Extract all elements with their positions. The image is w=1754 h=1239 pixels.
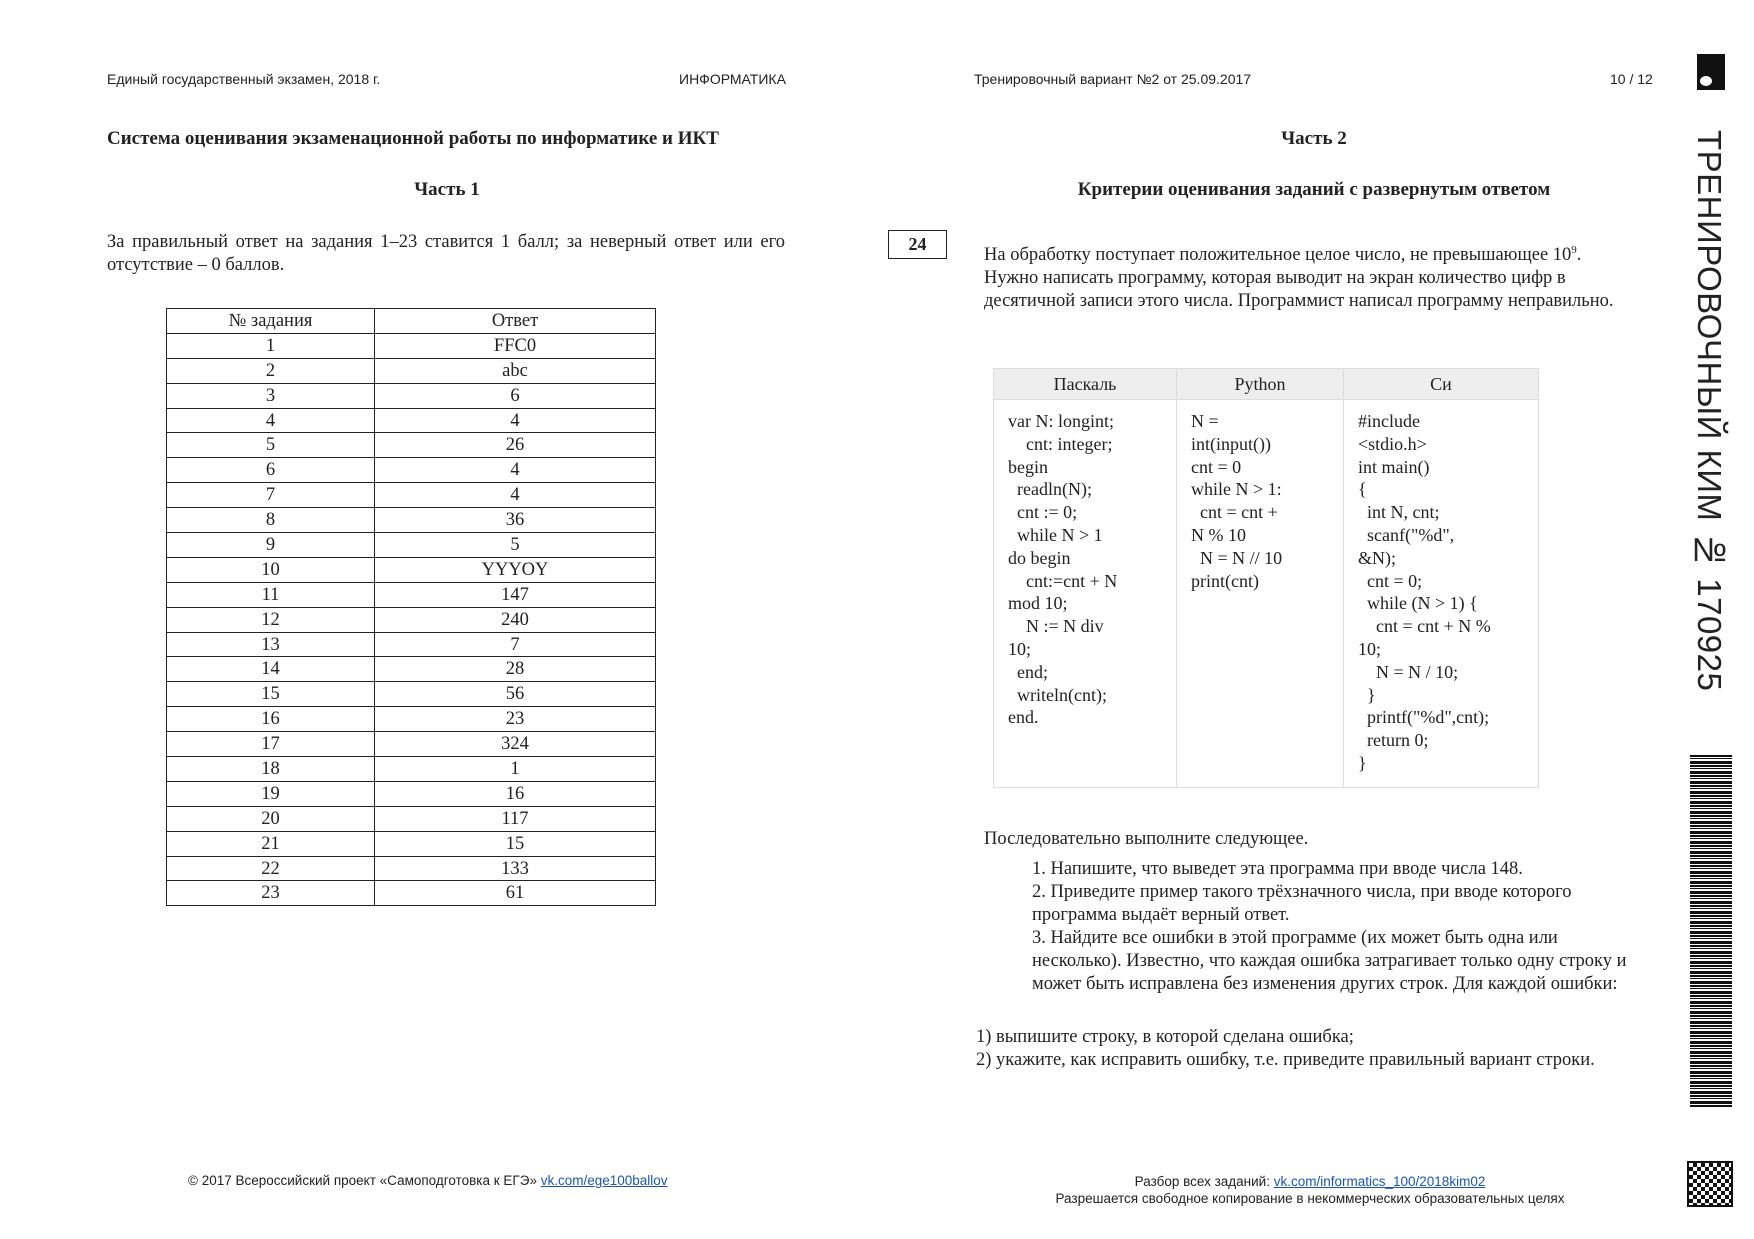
- task-number-cell: 11: [167, 582, 375, 607]
- table-row: [167, 881, 656, 906]
- sub-step-2: 2) укажите, как исправить ошибку, т.е. приведите правильный вариант строки.: [976, 1050, 1595, 1070]
- answer-cell: 324: [375, 732, 656, 757]
- answer-cell: 117: [375, 806, 656, 831]
- header-variant: Тренировочный вариант №2 от 25.09.2017: [974, 71, 1252, 87]
- table-row: [167, 707, 656, 732]
- task-number-cell: 14: [167, 657, 375, 682]
- col-python: Python: [1177, 369, 1344, 400]
- vk-link[interactable]: vk.com/ege100ballov: [540, 1173, 668, 1188]
- analysis-link[interactable]: vk.com/informatics_100/2018kim02: [1273, 1174, 1486, 1189]
- analysis-text: Разбор всех заданий:: [1134, 1174, 1270, 1189]
- task-text: На обработку поступает положительное целое число, не превышающее 10: [984, 245, 1572, 266]
- step-3: 3. Найдите все ошибки в этой программе (их может быть одна или несколько). Известно, что каждая ошибка затрагивает только одну строку и может быть исправлена без изменения других строк. Для каждой ошибки:: [1032, 928, 1627, 994]
- task-number-cell: 2: [167, 358, 375, 383]
- table-row: [167, 781, 656, 806]
- table-row: [167, 607, 656, 632]
- sub-steps: [976, 1026, 1595, 1072]
- table-row: [167, 657, 656, 682]
- kim-label: ТРЕНИРОВОЧНЫЙ КИМ № 170925: [1691, 130, 1728, 692]
- step-1: 1. Напишите, что выведет эта программа при вводе числа 148.: [1032, 859, 1523, 879]
- answers-header: № задания: [167, 309, 375, 334]
- copyright-text: © 2017 Всероссийский проект «Самоподготовка к ЕГЭ»: [188, 1173, 537, 1188]
- task-statement: [984, 239, 1624, 313]
- sub-step-1: 1) выпишите строку, в которой сделана ошибка;: [976, 1027, 1354, 1047]
- part2-heading: Часть 2: [1281, 128, 1347, 149]
- barcode-icon: [1690, 755, 1732, 1107]
- answer-cell: 240: [375, 607, 656, 632]
- table-row: [167, 483, 656, 508]
- table-row: [167, 533, 656, 558]
- answer-cell: 23: [375, 707, 656, 732]
- table-row: [167, 632, 656, 657]
- task-number-cell: 5: [167, 433, 375, 458]
- table-row: [167, 408, 656, 433]
- task-number-cell: 19: [167, 781, 375, 806]
- answer-cell: 6: [375, 383, 656, 408]
- task-number-cell: 16: [167, 707, 375, 732]
- table-row: [167, 508, 656, 533]
- table-row: [167, 433, 656, 458]
- task-number-cell: 6: [167, 458, 375, 483]
- page-number: 10 / 12: [1610, 71, 1653, 87]
- qr-code-icon: [1687, 1161, 1733, 1207]
- task-number-cell: 4: [167, 408, 375, 433]
- task-number-cell: 10: [167, 557, 375, 582]
- scoring-intro: За правильный ответ на задания 1–23 ставится 1 балл; за неверный ответ или его отсутствие – 0 баллов.: [107, 232, 785, 275]
- steps-list: [1032, 858, 1632, 996]
- page-title: Система оценивания экзаменационной работы по информатике и ИКТ: [107, 128, 719, 149]
- license-text: Разрешается свободное копирование в некоммерческих образовательных целях: [1055, 1191, 1565, 1206]
- task-number-cell: 23: [167, 881, 375, 906]
- task-number-box: 24: [888, 230, 947, 259]
- answer-cell: 4: [375, 458, 656, 483]
- answer-cell: 5: [375, 533, 656, 558]
- answer-cell: YYYOY: [375, 557, 656, 582]
- table-row: [167, 732, 656, 757]
- table-row: [167, 383, 656, 408]
- task-number-cell: 7: [167, 483, 375, 508]
- footer-copyright: [188, 1173, 668, 1188]
- answer-cell: FFC0: [375, 333, 656, 358]
- answer-cell: 16: [375, 781, 656, 806]
- answer-cell: 15: [375, 831, 656, 856]
- table-row: [167, 458, 656, 483]
- task-number-cell: 15: [167, 682, 375, 707]
- task-number-cell: 17: [167, 732, 375, 757]
- header-subject: ИНФОРМАТИКА: [679, 71, 786, 87]
- task-number-cell: 12: [167, 607, 375, 632]
- criteria-heading: Критерии оценивания заданий с развернутым ответом: [1077, 179, 1551, 200]
- task-exponent: 9: [1571, 244, 1577, 256]
- task-number-cell: 22: [167, 856, 375, 881]
- step-2: 2. Приведите пример такого трёхзначного числа, при вводе которого программа выдаёт верный ответ.: [1032, 882, 1572, 925]
- answer-cell: 4: [375, 408, 656, 433]
- answers-header: Ответ: [375, 309, 656, 334]
- col-pascal: Паскаль: [994, 369, 1177, 400]
- part1-heading: Часть 1: [414, 179, 480, 200]
- answer-cell: 36: [375, 508, 656, 533]
- answer-cell: 1: [375, 757, 656, 782]
- answer-cell: 61: [375, 881, 656, 906]
- task-number-cell: 20: [167, 806, 375, 831]
- footer-right: [1000, 1173, 1620, 1207]
- col-c: Си: [1344, 369, 1539, 400]
- table-row: [167, 333, 656, 358]
- table-row: [167, 582, 656, 607]
- table-row: [167, 358, 656, 383]
- table-row: [167, 757, 656, 782]
- instructions: Последовательно выполните следующее.: [984, 829, 1309, 849]
- table-row: [167, 806, 656, 831]
- answer-cell: 147: [375, 582, 656, 607]
- c-code: #include <stdio.h> int main() { int N, cnt; scanf("%d", &N); cnt = 0; while (N > 1) { cnt = cnt + N % 10; N = N / 10; } printf("%d",cnt); return 0; }: [1344, 400, 1539, 788]
- code-table: [993, 368, 1539, 788]
- pascal-code: var N: longint; cnt: integer; begin readln(N); cnt := 0; while N > 1 do begin cnt:=cnt + N mod 10; N := N div 10; end; writeln(cnt); end.: [994, 400, 1177, 788]
- task-text-end: . Нужно написать программу, которая выводит на экран количество цифр в десятичной записи этого числа. Программист написал программу неправильно.: [984, 245, 1614, 312]
- answers-table: [166, 308, 656, 906]
- python-code: N = int(input()) cnt = 0 while N > 1: cnt = cnt + N % 10 N = N // 10 print(cnt): [1177, 400, 1344, 788]
- logo-icon: [1697, 54, 1725, 90]
- table-row: [167, 557, 656, 582]
- task-number-cell: 1: [167, 333, 375, 358]
- task-number-cell: 13: [167, 632, 375, 657]
- task-number-cell: 9: [167, 533, 375, 558]
- table-row: [167, 831, 656, 856]
- answer-cell: 7: [375, 632, 656, 657]
- table-row: [167, 682, 656, 707]
- answer-cell: 4: [375, 483, 656, 508]
- task-number-cell: 3: [167, 383, 375, 408]
- answer-cell: 133: [375, 856, 656, 881]
- task-number-cell: 21: [167, 831, 375, 856]
- table-row: [167, 856, 656, 881]
- answer-cell: 56: [375, 682, 656, 707]
- task-number-cell: 18: [167, 757, 375, 782]
- answer-cell: 28: [375, 657, 656, 682]
- answer-cell: abc: [375, 358, 656, 383]
- task-number-cell: 8: [167, 508, 375, 533]
- answer-cell: 26: [375, 433, 656, 458]
- header-exam: Единый государственный экзамен, 2018 г.: [107, 71, 381, 87]
